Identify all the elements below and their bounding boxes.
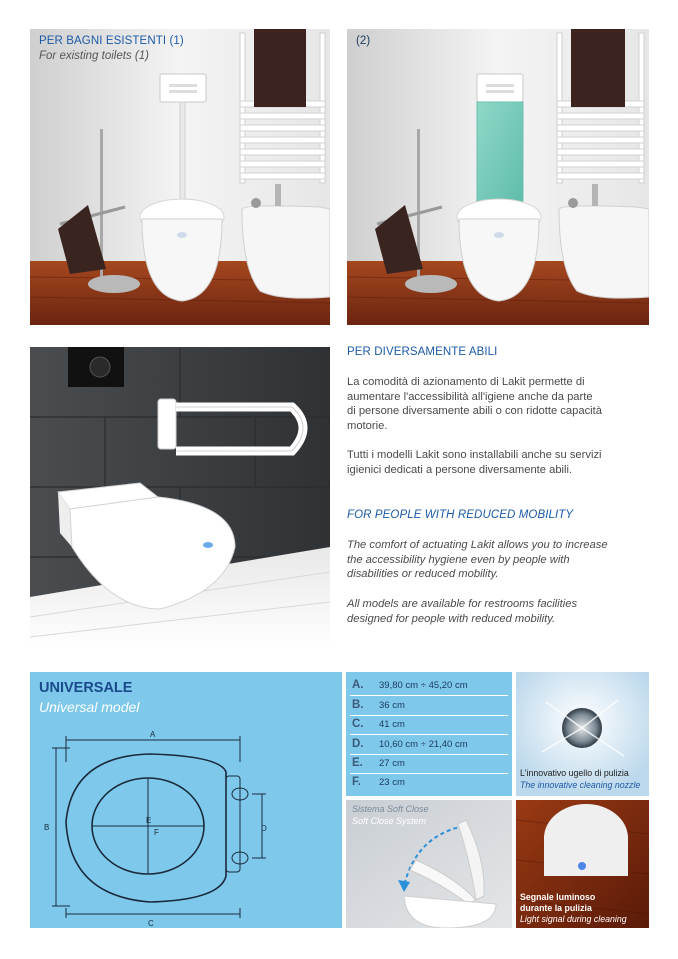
signal-line-1: Segnale luminoso [520,892,596,902]
light-signal-icon [578,862,586,870]
dim-label-e: E [146,816,152,825]
photo-disabled-toilet [30,347,330,650]
step-2-label: (2) [356,35,371,47]
photo-existing-toilet-1 [30,29,330,325]
seat-dimension-diagram [30,672,342,928]
dim-label-f: F [154,828,159,837]
existing-title-en: For existing toilets (1) [39,50,149,62]
dim-label-b: B [44,823,50,832]
dim-label-c: C [148,919,154,928]
soft-close-title-en: Soft Close System [352,816,427,826]
spec-table [346,672,512,796]
disabled-paragraph-1-en: The comfort of actuating Lakit allows you to increase the accessibility hygiene even by people with disabilities or reduced mobility. [347,539,608,581]
existing-title-it: PER BAGNI ESISTENTI (1) [39,35,184,47]
nozzle-caption-en: The innovative cleaning nozzle [520,780,641,790]
signal-line-en: Light signal during cleaning [520,914,627,924]
spec-row-c: C. 41 cm [350,715,508,735]
signal-line-2: durante la pulizia [520,903,592,913]
nozzle-image [516,672,649,796]
disabled-title-en: FOR PEOPLE WITH REDUCED MOBILITY [347,509,574,521]
spec-row-e: E. 27 cm [350,754,508,774]
universal-title: UNIVERSALE [39,680,133,696]
disabled-title-it: PER DIVERSAMENTE ABILI [347,346,498,358]
spec-row-d: D. 10,60 cm ÷ 21,40 cm [350,735,508,755]
spec-row-b: B. 36 cm [350,696,508,716]
disabled-paragraph-2-en: All models are available for restrooms facilities designed for people with reduced mobility. [347,598,578,625]
photo-existing-toilet-2 [347,29,649,325]
dim-label-a: A [150,730,156,739]
disabled-paragraph-2-it: Tutti i modelli Lakit sono installabili anche su servizi igienici dedicati a persone diversamente abili. [347,449,602,476]
universal-model-panel [30,672,342,928]
spec-row-f: F. 23 cm [352,776,405,788]
soft-close-title-it: Sistema Soft Close [352,804,429,814]
soft-close-image [346,800,512,928]
spec-row-a: A. 39,80 cm ÷ 45,20 cm [350,676,508,696]
disabled-paragraph-1-it: La comodità di azionamento di Lakit permette di aumentare l'accessibilità all'igiene anche da parte di persone diversamente abili o con ridotte capacità motorie. [347,376,602,432]
light-signal-image [516,800,649,928]
nozzle-caption-it: L'innovativo ugello di pulizia [520,768,629,778]
dim-label-d: D [261,824,267,833]
universal-subtitle: Universal model [39,699,140,715]
